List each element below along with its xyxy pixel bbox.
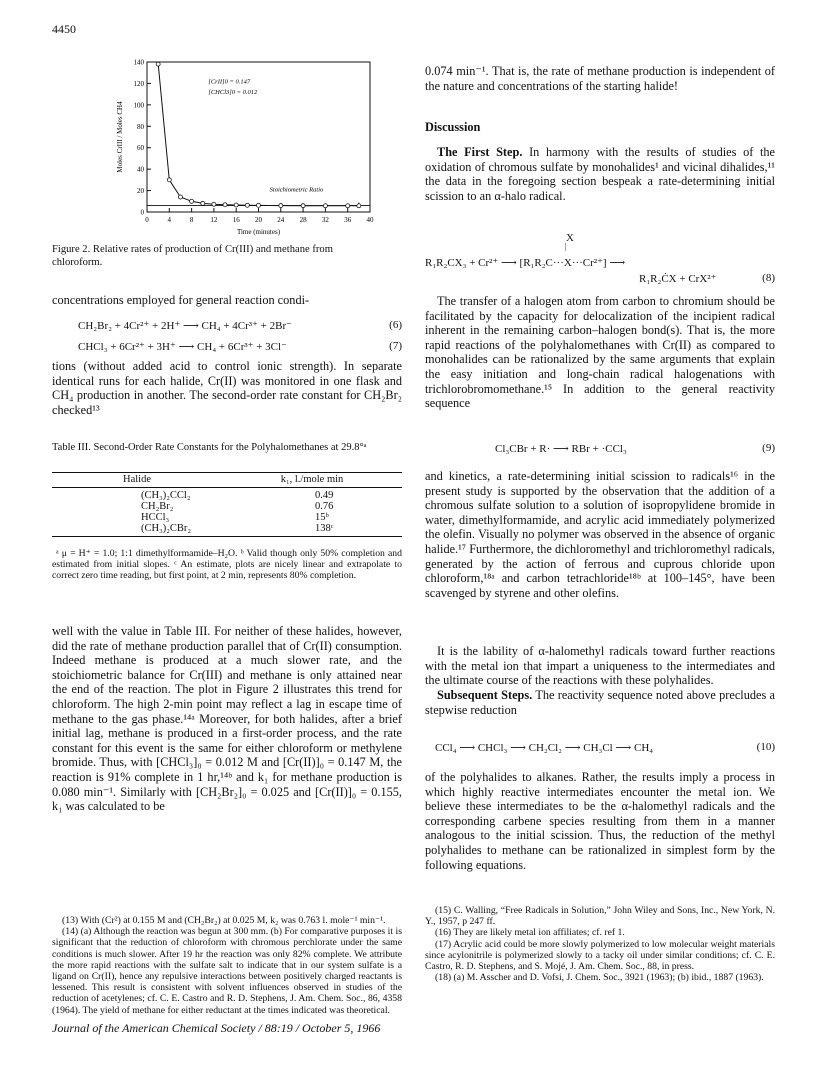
right-para-2 — [425, 145, 775, 203]
x-tick-label: 0 — [145, 216, 149, 224]
x-tick-label: 20 — [255, 216, 262, 224]
right-footnotes — [425, 905, 775, 983]
footnote-15: (15) C. Walling, “Free Radicals in Solution,” John Wiley and Sons, Inc., New York, N. Y., 1957, p 247 ff. — [425, 905, 775, 928]
data-point — [245, 203, 249, 207]
data-point — [346, 204, 350, 208]
page-number: 4450 — [52, 22, 76, 36]
table-cell-halide: (CH₃)₂CCl₂ — [141, 490, 191, 501]
x-axis-label: Time (minutes) — [236, 228, 281, 236]
data-point — [357, 204, 361, 208]
table-3-title: Table III. Second-Order Rate Constants for the Polyhalomethanes at 29.8°ᵃ — [52, 442, 367, 453]
equation-8-number: (8) — [762, 272, 775, 284]
journal-footer: Journal of the American Chemical Society / 88:19 / October 5, 1966 — [52, 1021, 381, 1035]
first-step-text: In harmony with the results of studies of the oxidation of chromous sulfate by monohalides¹ and vicinal dihalides,¹¹ the data in the foregoing section bespeak a rate-determining initial scission to an α-halo radical. — [425, 145, 776, 203]
annotation-chcl3: [CHCl3]0 = 0.012 — [208, 89, 258, 97]
table-row — [137, 512, 337, 523]
data-point — [167, 178, 171, 182]
table-cell-halide: HCCl₃ — [141, 512, 170, 523]
data-point — [257, 203, 261, 207]
equation-8: X | R₁R₂CX₃ + Cr²⁺ ⟶ [R₁R₂C···X···Cr²⁺] ⟶ R₁R₂ĊX + CrX²⁺ (8) — [425, 232, 775, 285]
subsequent-steps-text: The reactivity sequence noted above precludes a stepwise reduction — [425, 688, 776, 717]
y-tick-label: 0 — [140, 208, 144, 217]
equation-8-line2: R₁R₂ĊX + CrX²⁺ — [639, 273, 717, 285]
right-para-4: and kinetics, a rate-determining initial scission to radicals¹⁶ in the present study is supported by the observation that the addition of a chromous sulfate solution to a solution of isopropylidene bromide in water, dimethylformamide, and acrylic acid immediately polymerized the olefin. Visually no polymer was observed in the absence of organic halide.¹⁷ Furthermore, the dichloromethyl and trichloromethyl radicals, generated by the action of ferrous and cuprous chloride upon chloroform,¹⁸ᵃ and carbon tetrachloride¹⁸ᵇ at 100–145°, have been scavenged by styrene and other olefins. — [425, 469, 775, 600]
table-header-halide: Halide — [123, 474, 151, 485]
table-cell-k1: 15ᵇ — [315, 512, 329, 523]
data-point — [279, 204, 283, 208]
table-row — [137, 501, 337, 512]
table-cell-halide: (CH₃)₂CBr₂ — [141, 523, 192, 534]
table-3-note — [52, 548, 402, 582]
equation-10-text: CCl₄ ⟶ CHCl₃ ⟶ CH₂Cl₂ ⟶ CH₃Cl ⟶ CH₄ — [435, 742, 654, 754]
x-tick-label: 8 — [189, 216, 194, 224]
equation-6 — [78, 319, 402, 332]
y-tick-label: 100 — [133, 101, 144, 110]
y-axis-label: Moles CrIII / Moles CH4 — [116, 101, 124, 173]
subsequent-steps-title: Subsequent Steps. — [437, 688, 533, 702]
y-tick-label: 60 — [137, 144, 144, 153]
equation-9-number: (9) — [762, 442, 775, 454]
equation-6-text: CH₂Br₂ + 4Cr²⁺ + 2H⁺ ⟶ CH₄ + 4Cr³⁺ + 2Br⁻ — [78, 320, 292, 332]
data-point — [223, 203, 227, 207]
left-footnotes — [52, 915, 402, 1016]
table-body — [137, 490, 337, 534]
data-series-line — [158, 64, 359, 206]
right-para-1: 0.074 min⁻¹. That is, the rate of methane production is independent of the nature and concentrations of the starting halide! — [425, 64, 775, 93]
equation-9-text: Cl₃CBr + R· ⟶ RBr + ·CCl₃ — [495, 443, 627, 455]
equation-8-x: X — [566, 232, 574, 244]
x-tick-label: 28 — [299, 216, 307, 224]
footnote-13: (13) With (Cr²) at 0.155 M and (CH₂Br₂) at 0.025 M, k₂ was 0.763 l. mole⁻¹ min⁻¹. — [62, 915, 386, 926]
footnote-17: (17) Acrylic acid could be more slowly polymerized to low molecular weight materials since acylonitrile is polymerized slowly to a tacky oil under similar conditions; cf. C. E. Castro, R. D. Stephens, and S. Mojé, J. Am. Chem. Soc., 88, in press. — [425, 938, 775, 973]
table-row — [137, 523, 337, 534]
right-para-3 — [425, 294, 775, 411]
equation-10 — [425, 741, 775, 754]
figure-2-chart — [52, 52, 382, 242]
equation-8-line1: R₁R₂CX₃ + Cr²⁺ ⟶ [R₁R₂C···X···Cr²⁺] ⟶ — [425, 257, 626, 269]
x-tick-label: 16 — [232, 216, 240, 224]
right-para-3-text: The transfer of a halogen atom from carbon to chromium should be facilitated by the capacity for delocalization of the incipient radical inherent in the remaining carbon–halogen bond(s). That is, the more rapid reactions of the polyhalomethanes with Cr(II) as compared to monohalides can be rationalized by the same arguments that explain the easy initiation and long-chain radical halogenations with trichlorobromomethane.¹⁵ In addition to the general reactivity sequence — [425, 294, 775, 411]
x-tick-label: 32 — [321, 216, 329, 224]
table-header-k1: k₁, l./mole min — [280, 474, 344, 485]
x-tick-label: 12 — [210, 216, 218, 224]
annotation-cr: [CrII]0 = 0.147 — [208, 78, 251, 86]
table-cell-k1: 138ᶜ — [315, 523, 334, 534]
y-tick-label: 140 — [133, 58, 144, 67]
table-note-text: ᵃ μ = H⁺ = 1.0; 1:1 dimethylformamide–H₂O. ᵇ Valid though only 50% completion and estimated from initial slopes. ᶜ An estimate, plots are nicely linear and extrapolate to correct zero time reading, but first point, at 2 min, represents 80% completion. — [52, 548, 402, 582]
table-row — [137, 490, 337, 501]
x-tick-label: 40 — [366, 216, 374, 224]
data-point — [212, 202, 216, 206]
right-para-5-text: It is the lability of α-halomethyl radicals toward further reactions with the metal ion that impart a uniqueness to the intermediates and the ultimate course of the reactions with these polyhalides. — [425, 644, 775, 688]
y-tick-label: 80 — [137, 122, 144, 131]
y-tick-label: 20 — [137, 187, 144, 196]
equation-7-number: (7) — [389, 340, 402, 352]
figure-caption: Figure 2. Relative rates of production of Cr(III) and methane from chloroform. — [52, 244, 333, 268]
data-point — [156, 62, 160, 66]
first-step-title: The First Step. — [437, 145, 523, 159]
y-tick-label: 120 — [133, 79, 144, 88]
data-point — [301, 204, 305, 208]
x-tick-label: 24 — [277, 216, 285, 224]
table-cell-k1: 0.76 — [315, 501, 334, 512]
annotation-stoichiometric: Stoichiometric Ratio — [269, 186, 324, 194]
left-para-3: well with the value in Table III. For neither of these halides, however, did the rate of methane production parallel that of Cr(II) consumption. Indeed methane is produced at a much slower rate, and the stoichiometric balance for Cr(III) and methane is only attained near the end of the reaction. The plot in Figure 2 illustrates this trend for chloroform. The high 2-min point may reflect a lag in escape time of methane to the gas phase.¹⁴ᵃ Moreover, for both halides, after a brief initial lag, methane is produced in a first-order process, and the rate constant for this event is the same for either chloroform or methylene bromide. Thus, with [CHCl₃]₀ = 0.012 M and [Cr(II)]₀ = 0.147 M, the reaction is 91% complete in 1 hr,¹⁴ᵇ and k₁ for methane production is 0.080 min⁻¹. Similarly with [CH₂Br₂]₀ = 0.025 and [Cr(II)]₀ = 0.155, k₁ was calculated to be — [52, 624, 402, 814]
equation-10-number: (10) — [756, 741, 775, 753]
equation-6-number: (6) — [389, 319, 402, 331]
right-para-5 — [425, 644, 775, 688]
table-cell-halide: CH₂Br₂ — [141, 501, 174, 512]
footnote-16: (16) They are likely metal ion affiliates; cf. ref 1. — [435, 927, 625, 939]
x-tick-label: 4 — [167, 216, 172, 224]
footnote-18: (18) (a) M. Asscher and D. Vofsi, J. Chem. Soc., 3921 (1963); (b) ibid., 1887 (1963). — [435, 972, 764, 984]
footnote-14: (14) (a) Although the reaction was begun at 300 mm. (b) For comparative purposes it is significant that the reduction of chloroform with chromous perchlorate under the same conditions is much slower. After 19 hr the reaction was only 82% complete. We attribute the more rapid reactions with the sulfate salt to indicate that in our system sulfate is a ligand on Cr(II), hence any repulsive interactions between positively charged reactants is lessened. This result is consistent with solvent influences observed in studies of the reduction of acetylenes; cf. C. E. Castro and R. D. Stephens, J. Am. Chem. Soc., 86, 4358 (1964). The yield of methane for either reductant at the times indicated was theoretical. — [52, 926, 402, 1016]
table-cell-k1: 0.49 — [315, 490, 334, 501]
right-para-6 — [425, 688, 775, 717]
data-point — [323, 204, 327, 208]
equation-7 — [78, 340, 402, 353]
y-tick-label: 40 — [137, 165, 144, 174]
right-para-7: of the polyhalides to alkanes. Rather, the results imply a process in which highly reactive intermediates encounter the metal ion. We believe these intermediates to be the α-halomethyl radicals and the corresponding carbene species resulting from them in a manner analogous to the initial scission. Thus, the reduction of the methyl polyhalides to methane can be rationalized in simplest form by the following equations. — [425, 770, 775, 872]
x-tick-label: 36 — [344, 216, 352, 224]
left-para-2: tions (without added acid to control ionic strength). In separate identical runs for each halide, Cr(II) was monitored in one flask and CH₄ production in another. The second-order rate constant for CH₂Br₂ checked¹³ — [52, 359, 402, 417]
data-point — [178, 195, 182, 199]
equation-7-text: CHCl₃ + 6Cr²⁺ + 3H⁺ ⟶ CH₄ + 6Cr³⁺ + 3Cl⁻ — [78, 341, 287, 353]
equation-9 — [425, 442, 775, 455]
data-point — [190, 199, 194, 203]
data-point — [201, 201, 205, 205]
discussion-heading: Discussion — [425, 120, 481, 134]
left-para-1: concentrations employed for general reaction condi- — [52, 293, 310, 307]
data-point — [234, 203, 238, 207]
plot-frame — [147, 62, 370, 212]
table-3 — [52, 472, 402, 537]
